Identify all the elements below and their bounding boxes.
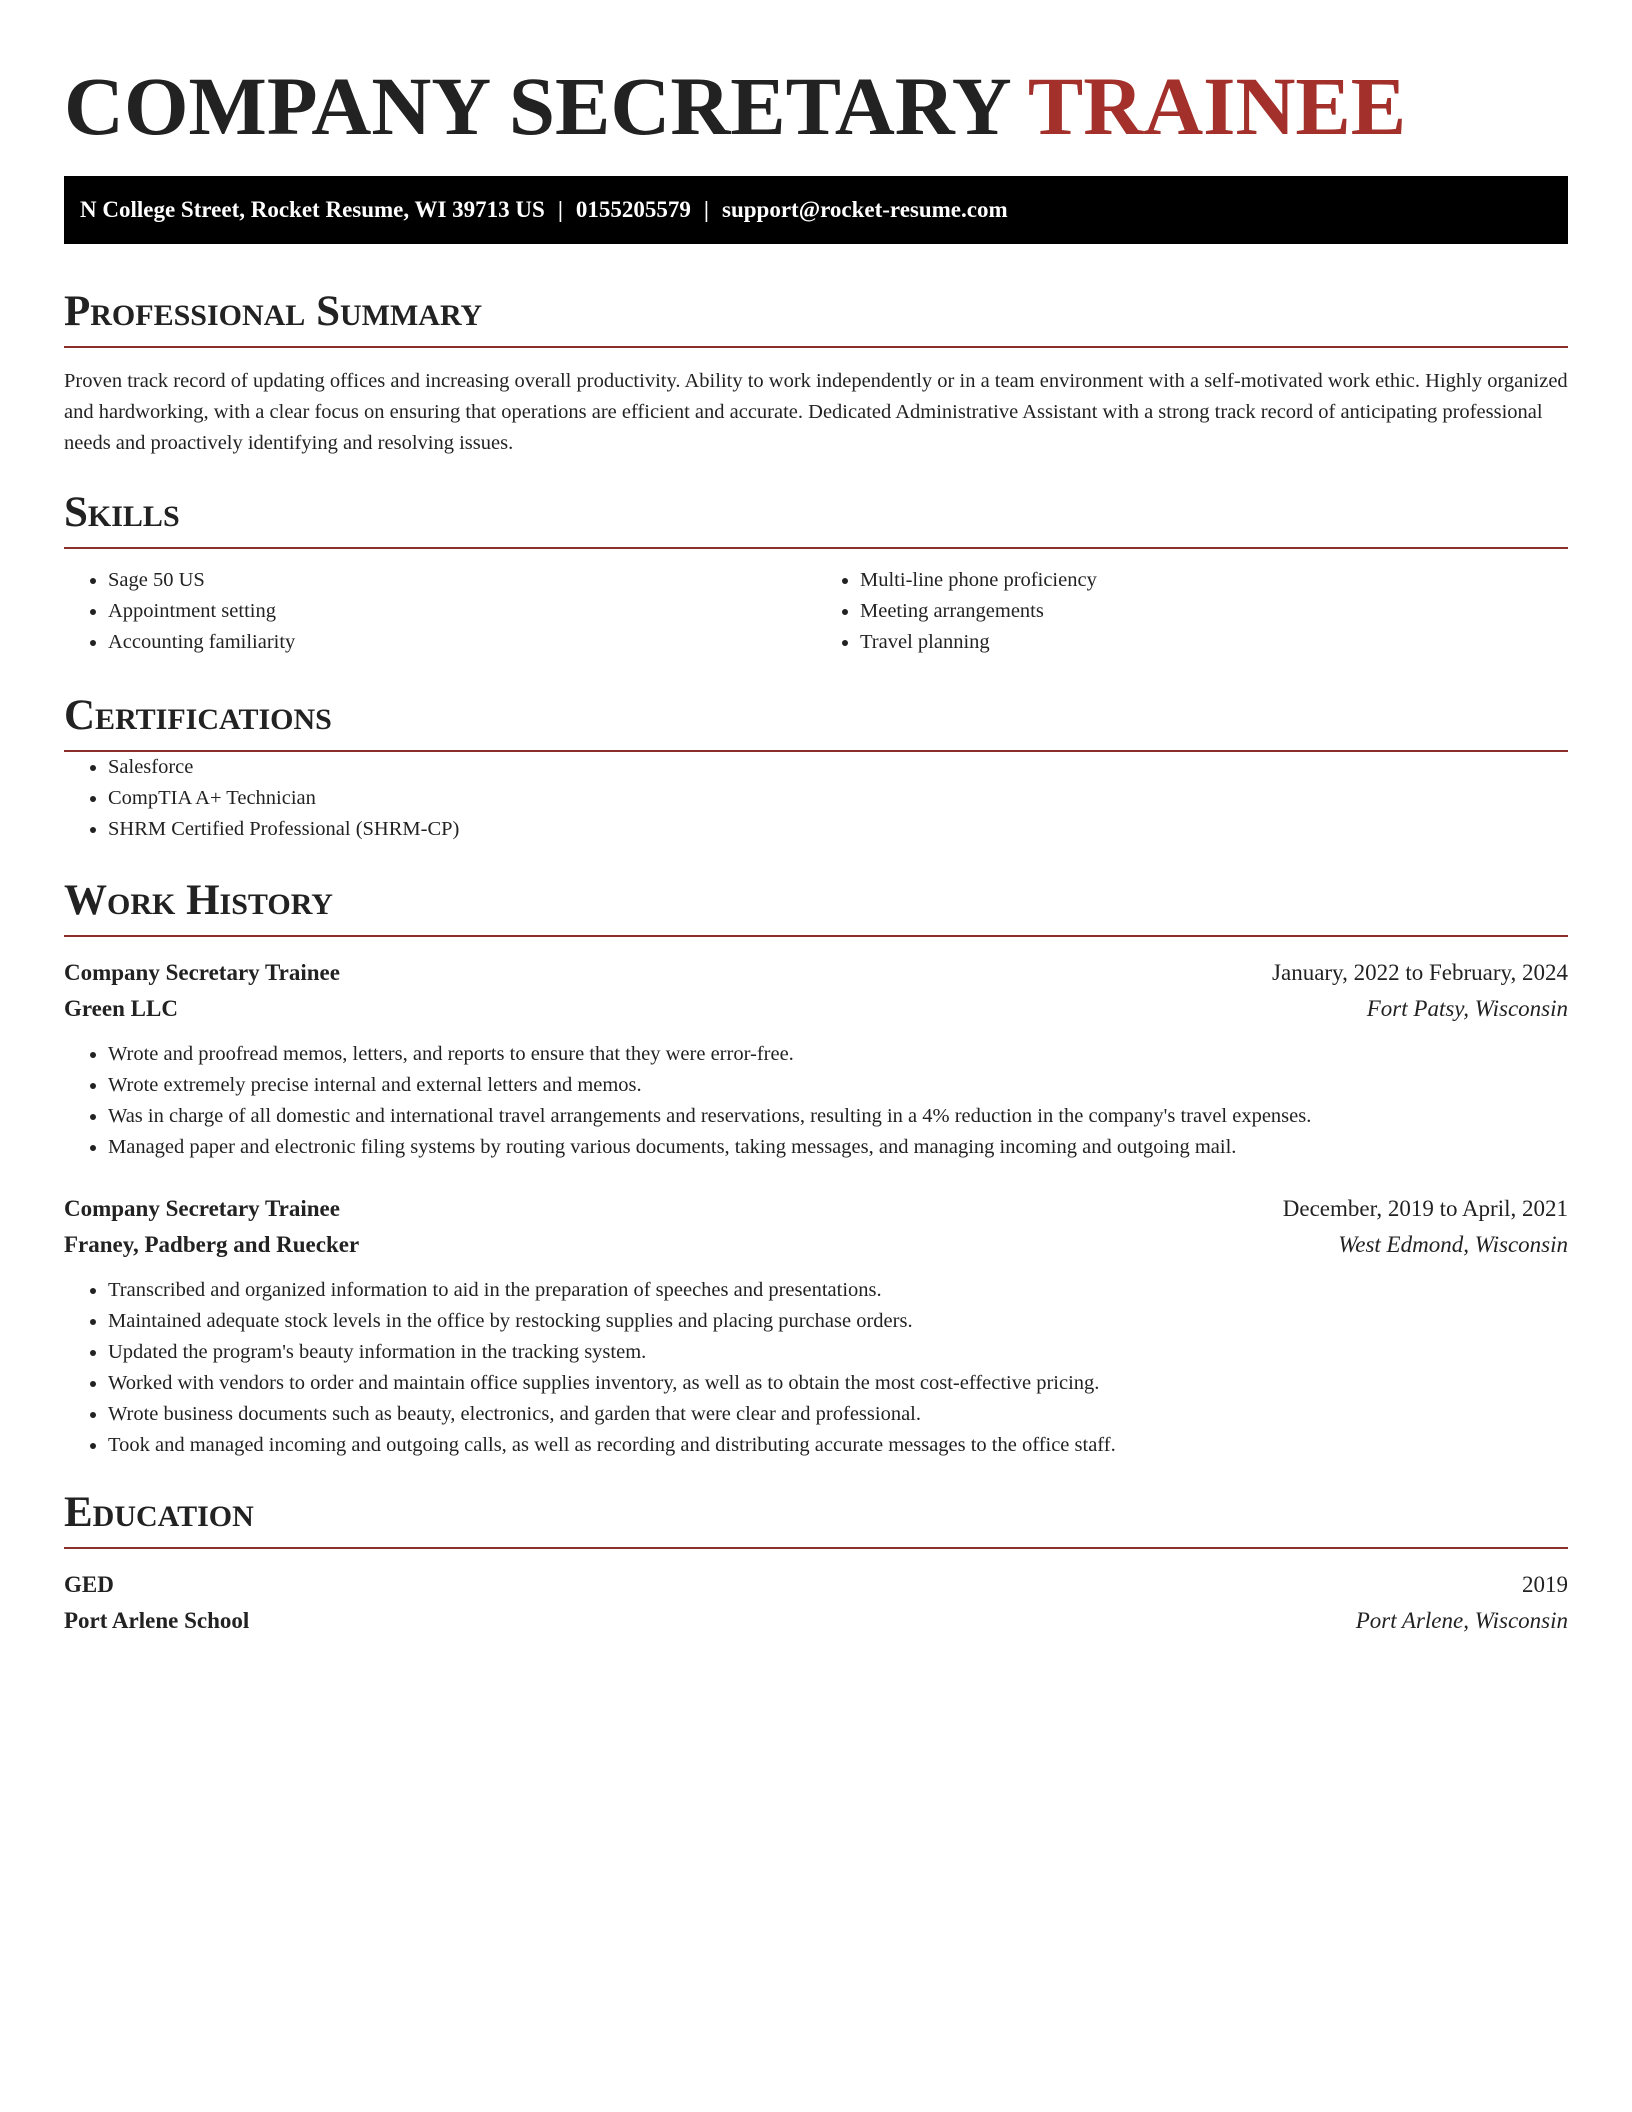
skills-heading: Skills <box>64 487 1568 549</box>
certification-item: • CompTIA A+ Technician <box>108 783 1568 814</box>
certifications-heading: Certifications <box>64 690 1568 752</box>
job-bullet: • Transcribed and organized information to aid in the preparation of speeches and presentations. <box>108 1275 1568 1306</box>
education-entry <box>64 1567 1568 1639</box>
skill-item: • Multi-line phone proficiency <box>860 565 1568 596</box>
job-dates: December, 2019 to April, 2021 <box>1282 1196 1568 1221</box>
skills-column-left <box>64 565 816 658</box>
summary-heading: Professional Summary <box>64 286 1568 348</box>
education-heading: Education <box>64 1487 1568 1549</box>
title-main: COMPANY SECRETARY <box>64 60 1009 152</box>
skill-item: • Sage 50 US <box>108 565 816 596</box>
education-location: Port Arlene, Wisconsin <box>1355 1608 1568 1633</box>
contact-separator: | <box>557 197 563 222</box>
contact-email[interactable]: support@rocket-resume.com <box>722 197 1008 222</box>
job-header-row <box>64 1191 1568 1227</box>
job-bullet: • Wrote business documents such as beauty, electronics, and garden that were clear and professional. <box>108 1399 1568 1430</box>
skill-item: • Accounting familiarity <box>108 627 816 658</box>
job-bullet: • Worked with vendors to order and maintain office supplies inventory, as well as to obtain the most cost-effective pricing. <box>108 1368 1568 1399</box>
job-location: West Edmond, Wisconsin <box>1338 1232 1568 1257</box>
summary-text: Proven track record of updating offices and increasing overall productivity. Ability to work independently or in a team environment with a self-motivated work ethic. Highly organized and hardworking, with a clear focus on ensuring that operations are efficient and accurate. Dedicated Administrative Assistant with a strong track record of anticipating professional needs and proactively identifying and resolving issues. <box>64 370 1568 454</box>
work-history-heading: Work History <box>64 875 1568 937</box>
education-year: 2019 <box>1522 1572 1568 1597</box>
job-company-row <box>64 991 1568 1027</box>
education-school-row <box>64 1603 1568 1639</box>
job-company: Green LLC <box>64 996 178 1021</box>
contact-address: N College Street, Rocket Resume, WI 39713 US <box>80 197 545 222</box>
job-bullet: • Updated the program's beauty information in the tracking system. <box>108 1337 1568 1368</box>
job-dates: January, 2022 to February, 2024 <box>1272 960 1568 985</box>
resume-title <box>64 56 1568 156</box>
job-bullets <box>64 1039 1568 1163</box>
skill-item: • Appointment setting <box>108 596 816 627</box>
job-bullet: • Maintained adequate stock levels in the office by restocking supplies and placing purchase orders. <box>108 1306 1568 1337</box>
job-entry <box>64 1191 1568 1461</box>
job-header-row <box>64 955 1568 991</box>
skills-list-right <box>816 565 1568 658</box>
job-location: Fort Patsy, Wisconsin <box>1366 996 1568 1021</box>
skills-column-right <box>816 565 1568 658</box>
skills-grid <box>64 565 1568 658</box>
contact-separator: | <box>703 197 709 222</box>
skills-list-left <box>64 565 816 658</box>
job-bullet: • Took and managed incoming and outgoing calls, as well as recording and distributing accurate messages to the office staff. <box>108 1430 1568 1461</box>
job-bullet: • Was in charge of all domestic and international travel arrangements and reservations, resulting in a 4% reduction in the company's travel expenses. <box>108 1101 1568 1132</box>
certification-item: • Salesforce <box>108 752 1568 783</box>
job-bullets <box>64 1275 1568 1461</box>
education-school: Port Arlene School <box>64 1608 250 1633</box>
contact-phone: 0155205579 <box>575 197 691 222</box>
job-company: Franey, Padberg and Ruecker <box>64 1232 360 1257</box>
title-accent: TRAINEE <box>1027 60 1407 152</box>
skill-item: • Travel planning <box>860 627 1568 658</box>
job-bullet: • Wrote extremely precise internal and external letters and memos. <box>108 1070 1568 1101</box>
certifications-list <box>64 752 1568 845</box>
job-bullet: • Managed paper and electronic filing systems by routing various documents, taking messages, and managing incoming and outgoing mail. <box>108 1132 1568 1163</box>
education-degree: GED <box>64 1572 114 1597</box>
job-bullet: • Wrote and proofread memos, letters, and reports to ensure that they were error-free. <box>108 1039 1568 1070</box>
job-entry <box>64 955 1568 1163</box>
certification-item: • SHRM Certified Professional (SHRM-CP) <box>108 814 1568 845</box>
job-title: Company Secretary Trainee <box>64 1196 340 1221</box>
skill-item: • Meeting arrangements <box>860 596 1568 627</box>
contact-bar <box>64 176 1568 244</box>
education-degree-row <box>64 1567 1568 1603</box>
job-title: Company Secretary Trainee <box>64 960 340 985</box>
job-company-row <box>64 1227 1568 1263</box>
